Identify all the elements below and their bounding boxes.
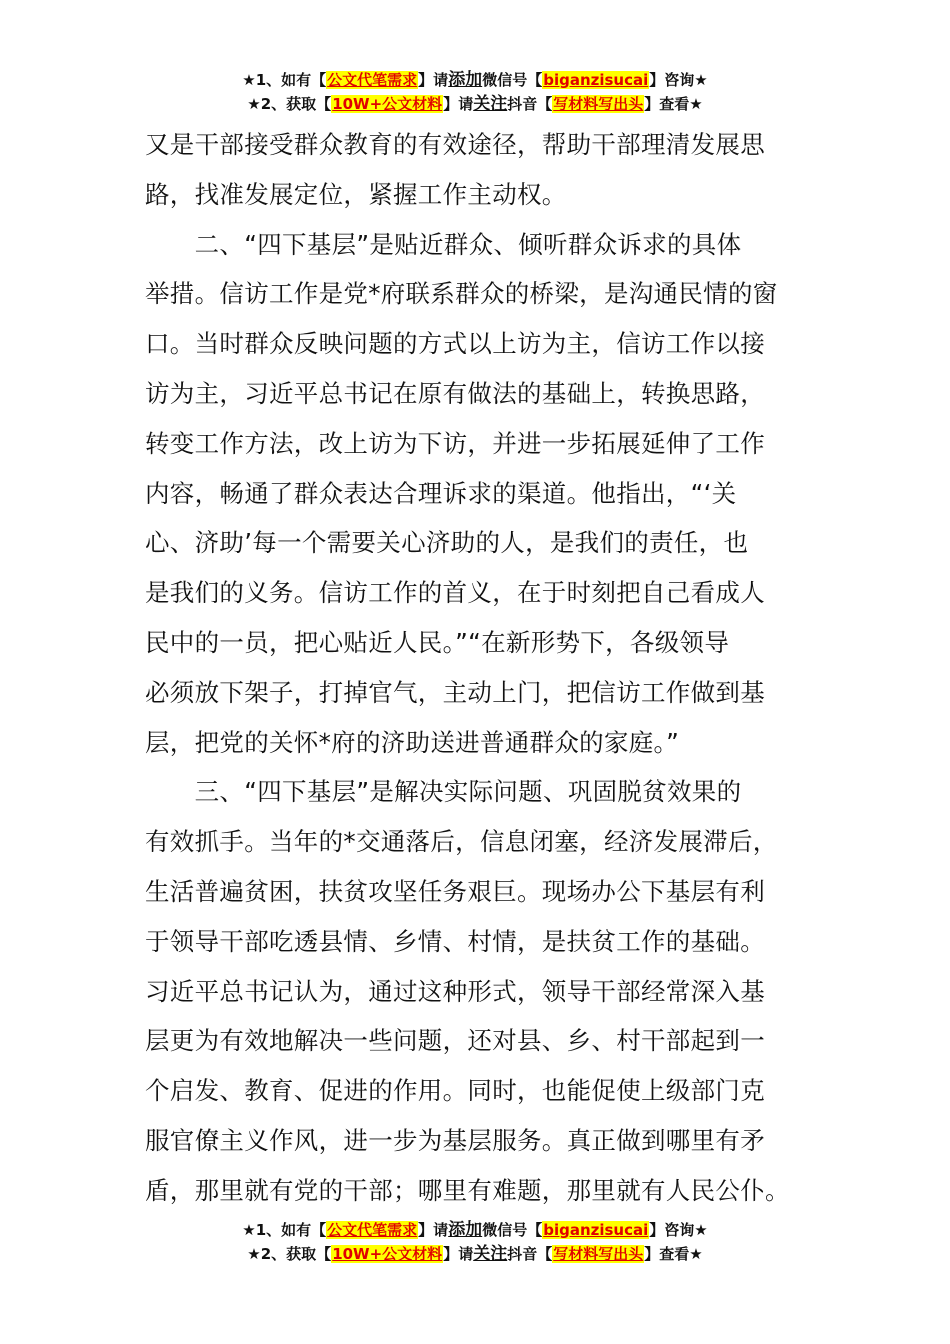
- highlight-service: 公文代笔需求: [327, 1221, 418, 1239]
- banner-text: 】请: [443, 95, 474, 113]
- banner-text: ★1、如有【: [242, 71, 327, 89]
- highlight-service: 公文代笔需求: [327, 71, 418, 89]
- text-line: 层更为有效地解决一些问题，还对县、乡、村干部起到一: [145, 1026, 765, 1056]
- text-line: 个启发、教育、促进的作用。同时，也能促使上级部门克: [145, 1076, 765, 1106]
- text-line: 盾，那里就有党的干部；哪里有难题，那里就有人民公仆。: [145, 1175, 790, 1205]
- text-line: 习近平总书记认为，通过这种形式，领导干部经常深入基: [145, 976, 765, 1006]
- text-line: 内容，畅通了群众表达合理诉求的渠道。他指出，“‘关: [145, 478, 737, 508]
- text-line: 二、“四下基层”是贴近群众、倾听群众诉求的具体: [145, 229, 742, 259]
- footer-banner: [0, 1218, 950, 1266]
- highlight-materials: 10W+公文材料: [332, 95, 443, 113]
- text-line: 举措。信访工作是党*府联系群众的桥梁，是沟通民情的窗: [145, 279, 778, 309]
- banner-line-2: [0, 92, 950, 116]
- text-line: 层，把党的关怀*府的济助送进普通群众的家庭。”: [145, 727, 680, 757]
- text-line: 必须放下架子，打掉官气，主动上门，把信访工作做到基: [145, 677, 765, 707]
- banner-text: 】咨询★: [649, 1221, 708, 1239]
- highlight-douyin: 写材料写出头: [553, 1245, 644, 1263]
- banner-text: 】请: [418, 1221, 449, 1239]
- emphasis-add: 添加: [448, 70, 483, 90]
- text-line: 服官僚主义作风，进一步为基层服务。真正做到哪里有矛: [145, 1125, 765, 1155]
- emphasis-add: 添加: [448, 1220, 483, 1240]
- text-line: 有效抓手。当年的*交通落后，信息闭塞，经济发展滞后，: [145, 827, 778, 857]
- banner-text: 】查看★: [644, 95, 703, 113]
- text-line: 是我们的义务。信访工作的首义，在于时刻把自己看成人: [145, 578, 765, 608]
- banner-text: 抖音【: [507, 1245, 553, 1263]
- text-line: 路，找准发展定位，紧握工作主动权。: [145, 179, 567, 209]
- banner-text: 】查看★: [644, 1245, 703, 1263]
- text-line: 生活普遍贫困，扶贫攻坚任务艰巨。现场办公下基层有利: [145, 876, 765, 906]
- banner-text: 抖音【: [507, 95, 553, 113]
- banner-text: 微信号【: [482, 71, 543, 89]
- banner-text: 】咨询★: [649, 71, 708, 89]
- text-line: 心、济助’每一个需要关心济助的人，是我们的责任，也: [145, 528, 749, 558]
- text-line: 民中的一员，把心贴近人民。”“在新形势下，各级领导: [145, 627, 730, 657]
- emphasis-follow: 关注: [473, 94, 508, 114]
- highlight-douyin: 写材料写出头: [553, 95, 644, 113]
- banner-text: ★2、获取【: [247, 1245, 332, 1263]
- banner-text: 】请: [418, 71, 449, 89]
- document-body: [145, 120, 825, 1216]
- highlight-wechat-id: biganzisucai: [543, 1221, 649, 1239]
- text-line: 于领导干部吃透县情、乡情、村情，是扶贫工作的基础。: [145, 926, 765, 956]
- banner-line-1: [0, 68, 950, 92]
- text-line: 口。当时群众反映问题的方式以上访为主，信访工作以接: [145, 329, 765, 359]
- text-line: 又是干部接受群众教育的有效途径，帮助干部理清发展思: [145, 130, 765, 159]
- banner-line-1: [0, 1218, 950, 1242]
- text-line: 三、“四下基层”是解决实际问题、巩固脱贫效果的: [145, 777, 742, 807]
- banner-text: 】请: [443, 1245, 474, 1263]
- banner-text: 微信号【: [482, 1221, 543, 1239]
- banner-text: ★1、如有【: [242, 1221, 327, 1239]
- emphasis-follow: 关注: [473, 1244, 508, 1264]
- banner-line-2: [0, 1242, 950, 1266]
- highlight-materials: 10W+公文材料: [332, 1245, 443, 1263]
- text-line: 转变工作方法，改上访为下访，并进一步拓展延伸了工作: [145, 428, 765, 458]
- header-banner: [0, 68, 950, 116]
- banner-text: ★2、获取【: [247, 95, 332, 113]
- highlight-wechat-id: biganzisucai: [543, 71, 649, 89]
- text-line: 访为主，习近平总书记在原有做法的基础上，转换思路，: [145, 378, 765, 408]
